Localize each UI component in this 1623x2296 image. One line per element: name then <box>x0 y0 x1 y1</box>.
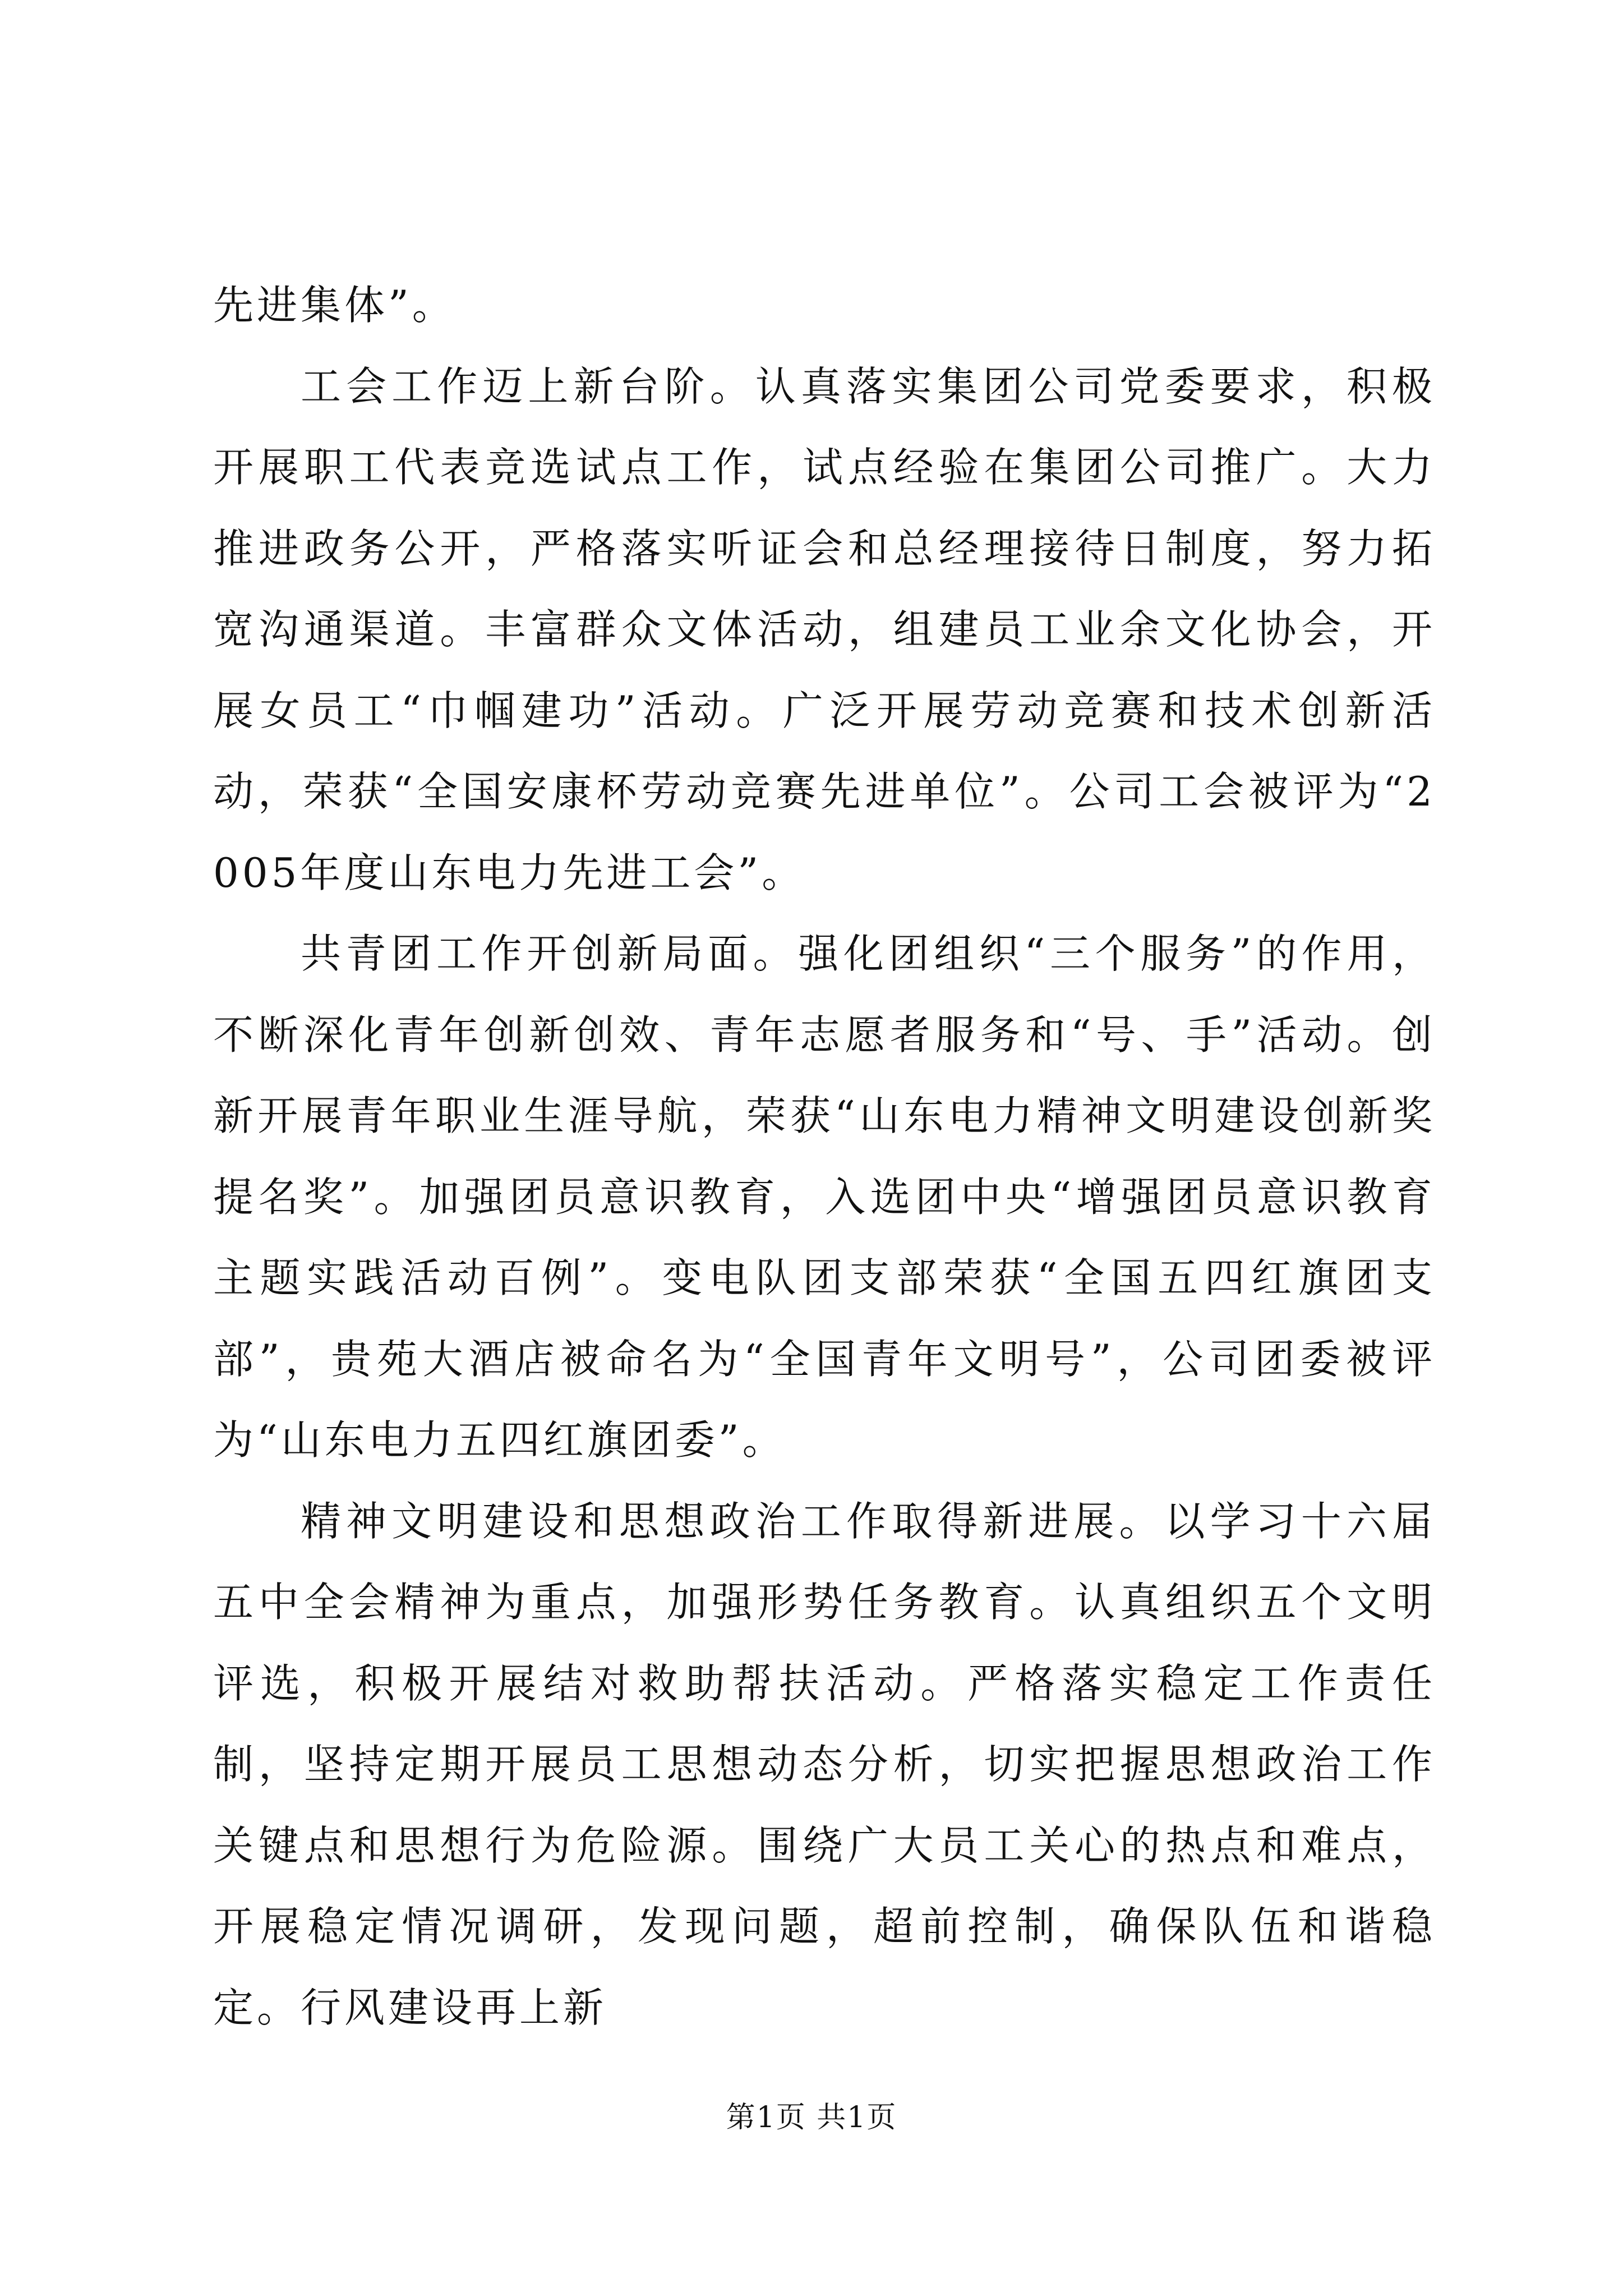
page-footer: 第1页 共1页 <box>726 2101 897 2134</box>
paragraph-spiritual-civilization: 精神文明建设和思想政治工作取得新进展。以学习十六届五中全会精神为重点，加强形势任务教育。认真组织五个文明评选，积极开展结对救助帮扶活动。严格落实稳定工作责任制，坚持定期开展员工思想动态分析，切实把握思想政治工作关键点和思想行为危险源。围绕广大员工关心的热点和难点，开展稳定情况调研，发现问题，超前控制，确保队伍和谐稳定。行风建设再上新 <box>213 1497 1436 2031</box>
paragraph-trade-union: 工会工作迈上新台阶。认真落实集团公司党委要求，积极开展职工代表竞选试点工作，试点经验在集团公司推广。大力推进政务公开，严格落实听证会和总经理接待日制度，努力拓宽沟通渠道。丰富群众文体活动，组建员工业余文化协会，开展女员工“巾帼建功”活动。广泛开展劳动竞赛和技术创新活动，荣获“全国安康杯劳动竞赛先进单位”。公司工会被评为“2005年度山东电力先进工会”。 <box>213 362 1436 896</box>
body-text <box>213 265 1436 2048</box>
paragraph-continuation: 先进集体”。 <box>213 282 456 329</box>
paragraph-youth-league: 共青团工作开创新局面。强化团组织“三个服务”的作用，不断深化青年创新创效、青年志愿者服务和“号、手”活动。创新开展青年职业生涯导航，荣获“山东电力精神文明建设创新奖提名奖”。加强团员意识教育，入选团中央“增强团员意识教育主题实践活动百例”。变电队团支部荣获“全国五四红旗团支部”，贵苑大酒店被命名为“全国青年文明号”，公司团委被评为“山东电力五四红旗团委”。 <box>213 930 1436 1464</box>
